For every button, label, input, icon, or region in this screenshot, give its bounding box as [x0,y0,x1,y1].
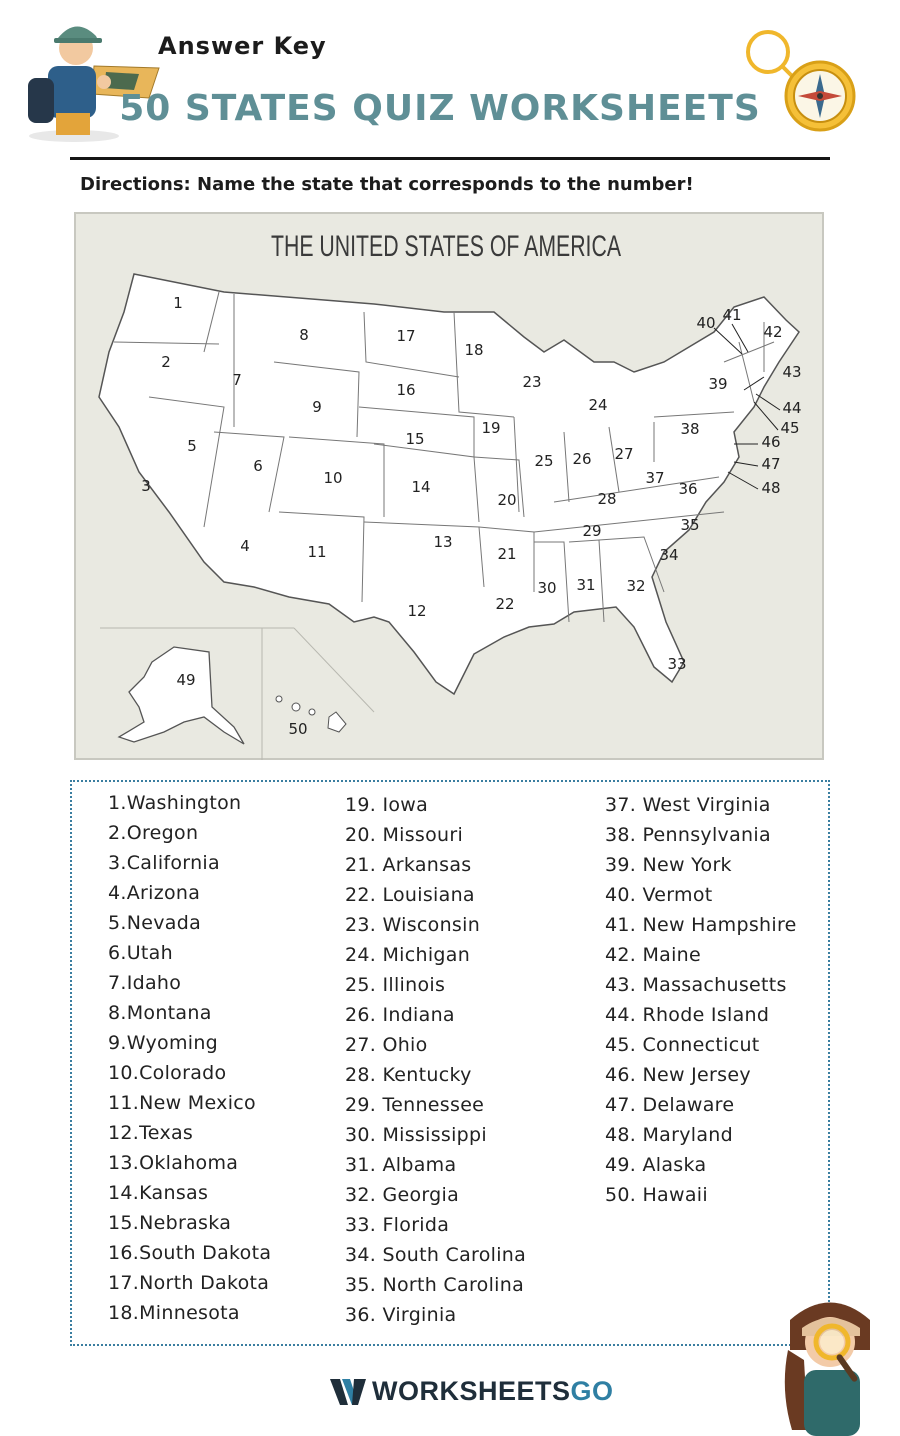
map-label-25: 25 [534,452,554,470]
answer-item: 28. Kentucky [345,1064,472,1086]
answer-item: 16.South Dakota [108,1242,272,1264]
map-label-40: 40 [696,314,716,332]
answer-item: 37. West Virginia [605,794,771,816]
answer-item: 26. Indiana [345,1004,455,1026]
answer-item: 6.Utah [108,942,173,964]
answer-item: 23. Wisconsin [345,914,481,936]
map-label-7: 7 [232,371,242,389]
map-label-39: 39 [708,375,728,393]
answer-item: 10.Colorado [108,1062,227,1084]
map-label-38: 38 [680,420,700,438]
alaska-inset [100,628,262,760]
map-label-46: 46 [761,433,781,451]
map-label-42: 42 [763,323,783,341]
answer-item: 31. Albama [345,1154,457,1176]
map-label-13: 13 [433,533,453,551]
answer-item: 15.Nebraska [108,1212,232,1234]
map-label-21: 21 [497,545,517,563]
compass-icon [738,24,858,136]
map-label-47: 47 [761,455,781,473]
answer-item: 47. Delaware [605,1094,735,1116]
answer-item: 18.Minnesota [108,1302,240,1324]
map-label-44: 44 [782,399,802,417]
map-label-3: 3 [141,477,151,495]
answer-item: 17.North Dakota [108,1272,270,1294]
directions-text: Directions: Name the state that corresponds to the number! [80,174,694,195]
answer-item: 34. South Carolina [345,1244,527,1266]
answer-item: 29. Tennessee [345,1094,485,1116]
answer-item: 9.Wyoming [108,1032,219,1054]
map-label-26: 26 [572,450,592,468]
leader-line [756,394,780,410]
map-label-35: 35 [680,516,700,534]
map-title: THE UNITED STATES OF AMERICA [271,230,621,263]
answer-item: 19. Iowa [345,794,429,816]
map-label-48: 48 [761,479,781,497]
leader-line [734,462,758,466]
answer-item: 3.California [108,852,220,874]
map-label-9: 9 [312,398,322,416]
answer-item: 36. Virginia [345,1304,457,1326]
answer-item: 30. Mississippi [345,1124,487,1146]
answer-item: 32. Georgia [345,1184,460,1206]
answer-item: 4.Arizona [108,882,201,904]
answer-item: 12.Texas [108,1122,194,1144]
answer-item: 45. Connecticut [605,1034,760,1056]
map-label-6: 6 [253,457,263,475]
map-label-41: 41 [722,306,742,324]
answer-item: 21. Arkansas [345,854,472,876]
map-label-4: 4 [240,537,250,555]
map-label-5: 5 [187,437,197,455]
answer-item: 11.New Mexico [108,1092,256,1114]
answer-item: 24. Michigan [345,944,471,966]
map-label-8: 8 [299,326,309,344]
map-label-22: 22 [495,595,515,613]
worksheetsgo-wordmark: WORKSHEETSGO [372,1376,614,1406]
answer-item: 8.Montana [108,1002,212,1024]
answer-item: 7.Idaho [108,972,182,994]
header-divider [70,157,830,160]
answer-key-heading: Answer Key [158,32,327,60]
map-label-17: 17 [396,327,416,345]
answer-item: 13.Oklahoma [108,1152,239,1174]
worksheet-title: 50 STATES QUIZ WORKSHEETS [119,88,761,129]
answer-item: 33. Florida [345,1214,450,1236]
worksheetsgo-logo-icon [330,1375,370,1409]
map-label-20: 20 [497,491,517,509]
answer-item: 49. Alaska [605,1154,707,1176]
map-label-30: 30 [537,579,557,597]
answer-item: 46. New Jersey [605,1064,751,1086]
map-label-27: 27 [614,445,634,463]
answer-item: 25. Illinois [345,974,446,996]
answer-item: 44. Rhode Island [605,1004,770,1026]
map-label-12: 12 [407,602,427,620]
answer-item: 22. Louisiana [345,884,475,906]
map-label-16: 16 [396,381,416,399]
answer-item: 35. North Carolina [345,1274,525,1296]
map-label-36: 36 [678,480,698,498]
map-label-1: 1 [173,294,183,312]
map-label-45: 45 [780,419,800,437]
map-label-29: 29 [582,522,602,540]
map-label-31: 31 [576,576,596,594]
map-label-14: 14 [411,478,431,496]
answer-item: 20. Missouri [345,824,464,846]
answer-item: 43. Massachusetts [605,974,787,996]
answer-item: 38. Pennsylvania [605,824,771,846]
map-label-34: 34 [659,546,679,564]
answer-item: 5.Nevada [108,912,202,934]
answer-item: 27. Ohio [345,1034,428,1056]
girl-magnifier-illustration [770,1290,895,1436]
map-label-50: 50 [288,720,308,738]
answer-item: 39. New York [605,854,732,876]
answer-item: 41. New Hampshire [605,914,797,936]
map-label-32: 32 [626,577,646,595]
leader-line [728,472,758,489]
answer-item: 42. Maine [605,944,702,966]
map-label-10: 10 [323,469,343,487]
map-label-15: 15 [405,430,425,448]
answer-item: 1.Washington [108,792,242,814]
hawaii-inset [262,628,374,732]
answer-item: 40. Vermot [605,884,713,906]
map-label-28: 28 [597,490,617,508]
usa-map [74,212,824,760]
map-label-19: 19 [481,419,501,437]
map-label-23: 23 [522,373,542,391]
answer-item: 2.Oregon [108,822,199,844]
answer-item: 48. Maryland [605,1124,733,1146]
map-label-2: 2 [161,353,171,371]
map-label-49: 49 [176,671,196,689]
map-label-43: 43 [782,363,802,381]
answer-item: 14.Kansas [108,1182,209,1204]
map-label-33: 33 [667,655,687,673]
map-label-18: 18 [464,341,484,359]
map-label-24: 24 [588,396,608,414]
map-label-11: 11 [307,543,327,561]
answer-item: 50. Hawaii [605,1184,708,1206]
map-label-37: 37 [645,469,665,487]
